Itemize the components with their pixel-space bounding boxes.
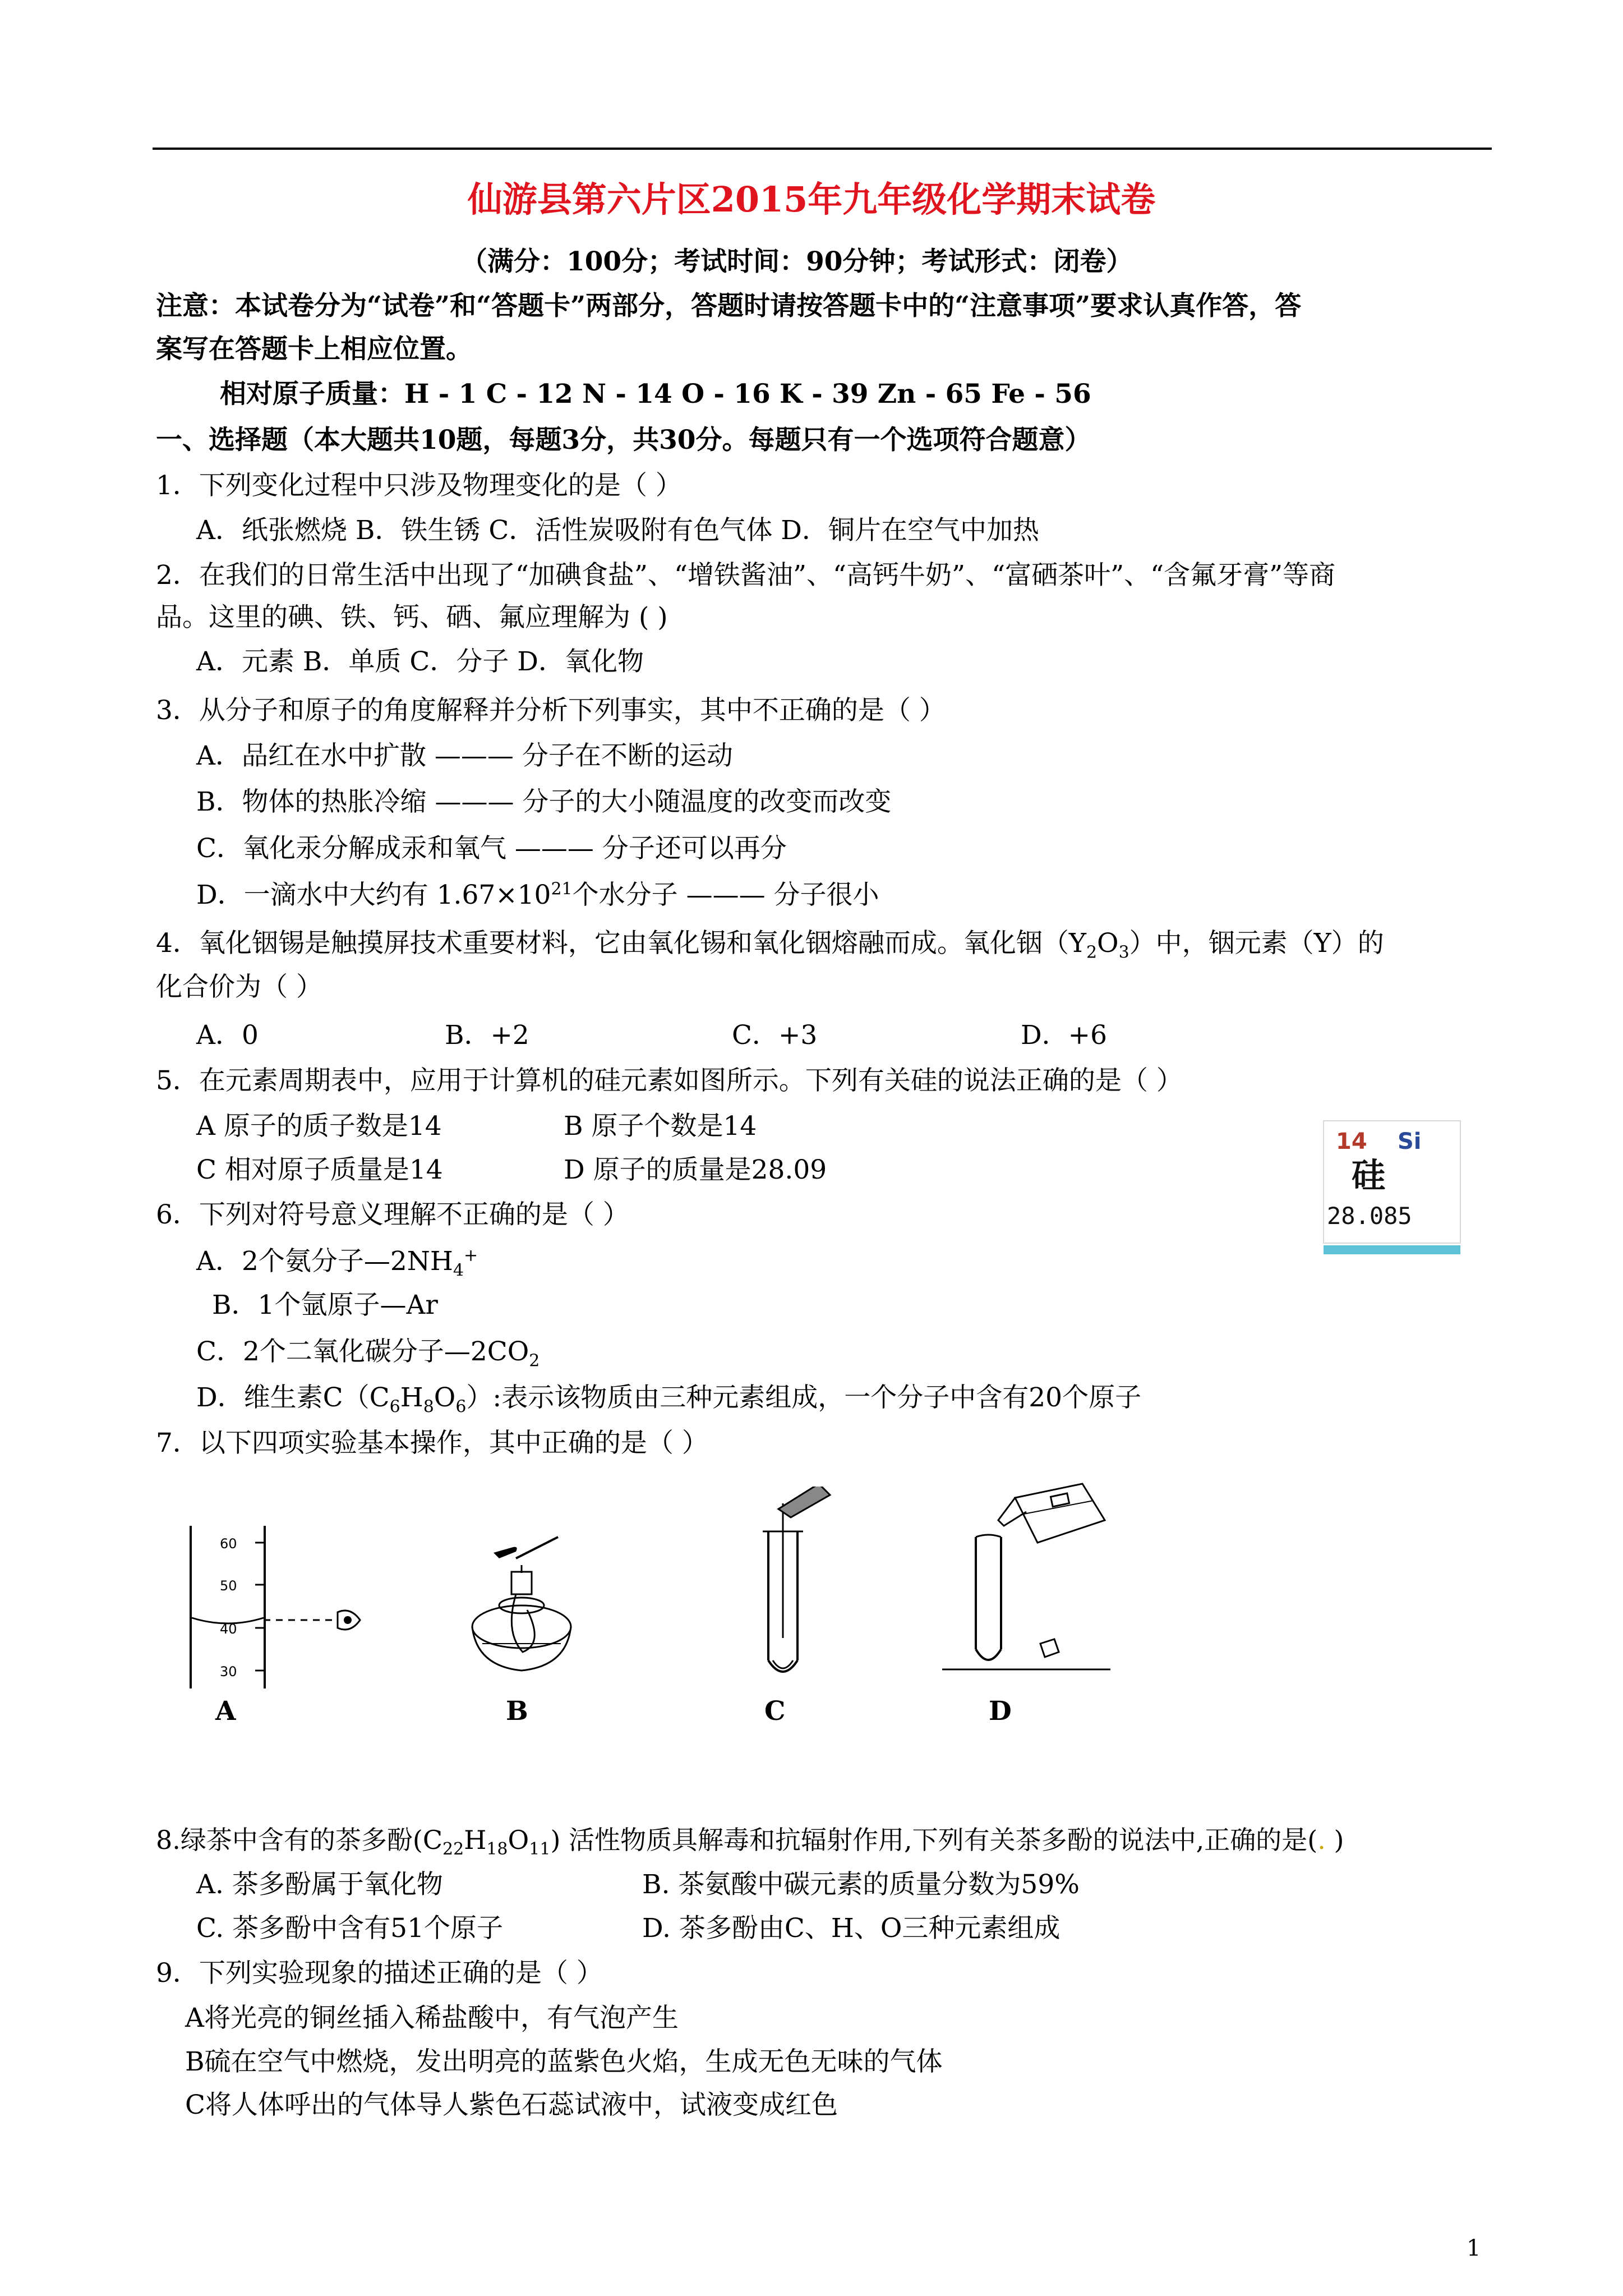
q6-option-a — [196, 1245, 478, 1281]
q8-option-c: C. 茶多酚中含有51个原子 — [196, 1913, 503, 1944]
q3-option-b: B．物体的热胀冷缩 ——— 分子的大小随温度的改变而改变 — [196, 786, 892, 817]
si-tile-bar — [1324, 1245, 1460, 1254]
figure-b-alcohol-lamp — [460, 1531, 617, 1694]
q8-text-d: ) 活性物质具解毒和抗辐射作用,下列有关茶多酚的说法中,正确的是( — [550, 1825, 1318, 1855]
q9-option-a: A将光亮的铜丝插入稀盐酸中，有气泡产生 — [185, 2003, 679, 2033]
q6-option-b: B．1个氩原子—Ar — [212, 1290, 438, 1320]
q6-d-sub-1: 6 — [389, 1397, 400, 1417]
q8-dot: . — [1317, 1825, 1326, 1855]
q5-stem: 5．在元素周期表中，应用于计算机的硅元素如图所示。下列有关硅的说法正确的是（ ） — [156, 1065, 1183, 1096]
q6-c-text: C．2个二氧化碳分子—2CO — [196, 1336, 529, 1367]
q2-stem-2: 品。这里的碘、铁、钙、硒、氟应理解为 ( ) — [156, 602, 668, 633]
q3-option-c: C．氧化汞分解成汞和氧气 ——— 分子还可以再分 — [196, 833, 787, 864]
q6-option-d — [196, 1381, 1141, 1415]
q8-sub-1: 22 — [442, 1839, 464, 1860]
section1-heading: 一、选择题（本大题共10题，每题3分，共30分。每题只有一个选项符合题意） — [156, 425, 1091, 455]
q1-options: A．纸张燃烧 B．铁生锈 C．活性炭吸附有色气体 D．铜片在空气中加热 — [196, 515, 1039, 546]
q6-option-c — [196, 1335, 540, 1369]
q8-text-c: O — [508, 1825, 529, 1855]
exam-subtitle: （满分：100分；考试时间：90分钟；考试形式：闭卷） — [461, 246, 1133, 277]
q6-d-text-a: D．维生素C（C — [196, 1382, 390, 1413]
q9-option-c: C将人体呼出的气体导人紫色石蕊试液中，试液变成红色 — [185, 2090, 838, 2120]
q7-stem: 7．以下四项实验基本操作，其中正确的是（ ） — [156, 1428, 708, 1458]
q5-option-a: A 原子的质子数是14 — [196, 1111, 442, 1142]
figure-label-c: C — [764, 1696, 786, 1727]
q6-c-sub: 2 — [529, 1351, 540, 1371]
q4-text-c: ）中，铟元素（Y）的 — [1129, 928, 1384, 959]
q2-stem-1: 2．在我们的日常生活中出现了“加碘食盐”、“增铁酱油”、“高钙牛奶”、“富硒茶叶”、“含氟牙膏”等商 — [156, 560, 1336, 591]
q3-option-a: A．品红在水中扩散 ——— 分子在不断的运动 — [196, 740, 733, 771]
q3-d-suffix: 个水分子 ——— 分子很小 — [572, 880, 879, 910]
q4-option-c: C．+3 — [732, 1020, 818, 1051]
figure-d-pouring-liquid — [942, 1481, 1122, 1688]
si-atomic-number: 14 — [1336, 1129, 1367, 1154]
header-rule — [153, 148, 1492, 150]
si-atomic-mass: 28.085 — [1327, 1202, 1412, 1230]
q6-d-text-b: H — [400, 1382, 423, 1413]
figure-c-test-tube-dropper — [746, 1487, 847, 1688]
q3-option-d — [196, 878, 879, 912]
q8-text-b: H — [464, 1825, 487, 1855]
q6-a-sub: 4 — [453, 1260, 464, 1281]
tick-30: 30 — [220, 1664, 237, 1680]
figure-label-d: D — [989, 1696, 1012, 1727]
q1-stem: 1．下列变化过程中只涉及物理变化的是（ ） — [156, 470, 682, 501]
q3-stem: 3．从分子和原子的角度解释并分析下列事实，其中不正确的是（ ） — [156, 695, 946, 726]
tick-60: 60 — [220, 1536, 237, 1552]
q4-option-b: B．+2 — [445, 1020, 529, 1051]
q4-sub-1: 2 — [1086, 942, 1098, 963]
si-chinese-name: 硅 — [1352, 1156, 1385, 1195]
q6-d-sub-3: 6 — [455, 1397, 467, 1417]
q4-option-a: A．0 — [196, 1020, 259, 1051]
q4-option-d: D．+6 — [1021, 1020, 1107, 1051]
q4-stem-1 — [156, 927, 1384, 963]
q4-text-b: O — [1097, 928, 1119, 959]
q6-d-text-d: ）:表示该物质由三种元素组成，一个分子中含有20个原子 — [466, 1382, 1142, 1413]
q8-option-a: A. 茶多酚属于氧化物 — [196, 1869, 443, 1900]
exam-title: 仙游县第六片区2015年九年级化学期末试卷 — [467, 179, 1156, 220]
q6-a-text: A．2个氨分子—2NH — [196, 1246, 453, 1277]
q6-stem: 6．下列对符号意义理解不正确的是（ ） — [156, 1199, 629, 1230]
q8-sub-2: 18 — [486, 1839, 508, 1860]
q3-d-exponent: 21 — [551, 879, 573, 899]
q8-sub-3: 11 — [529, 1839, 551, 1860]
q4-stem-2: 化合价为（ ） — [156, 972, 322, 1002]
tick-40: 40 — [220, 1621, 237, 1637]
si-symbol: Si — [1398, 1129, 1422, 1154]
figure-a-cylinder-reading — [179, 1509, 381, 1711]
q3-d-prefix: D．一滴水中大约有 1.67×10 — [196, 880, 551, 910]
q8-stem — [156, 1823, 1344, 1860]
page-number: 1 — [1467, 2235, 1481, 2261]
q5-option-b: B 原子个数是14 — [564, 1111, 757, 1142]
notice-line-1: 注意：本试卷分为“试卷”和“答题卡”两部分，答题时请按答题卡中的“注意事项”要求认真作答，答 — [156, 291, 1302, 321]
q8-text-e: ) — [1325, 1825, 1344, 1855]
notice-line-2: 案写在答题卡上相应位置。 — [156, 334, 472, 365]
figure-label-a: A — [215, 1696, 236, 1727]
q8-option-d: D. 茶多酚由C、H、O三种元素组成 — [642, 1913, 1061, 1944]
q5-option-d: D 原子的质量是28.09 — [564, 1154, 827, 1185]
q8-text-a: 8.绿茶中含有的茶多酚(C — [156, 1825, 443, 1855]
q4-text-a: 4．氧化铟锡是触摸屏技术重要材料，它由氧化锡和氧化铟熔融而成。氧化铟（Y — [156, 928, 1086, 959]
q6-d-text-c: O — [434, 1382, 456, 1413]
q9-stem: 9．下列实验现象的描述正确的是（ ） — [156, 1958, 603, 1989]
atomic-masses: 相对原子质量：H - 1 C - 12 N - 14 O - 16 K - 39 Zn - 65 Fe - 56 — [220, 379, 1091, 409]
tick-50: 50 — [220, 1578, 237, 1594]
q8-option-b: B. 茶氨酸中碳元素的质量分数为59% — [642, 1869, 1080, 1900]
q6-a-sup: + — [463, 1245, 478, 1266]
q6-d-sub-2: 8 — [423, 1397, 434, 1417]
q2-options: A．元素 B．单质 C．分子 D．氧化物 — [196, 646, 644, 677]
q4-sub-2: 3 — [1118, 942, 1129, 963]
figure-label-b: B — [506, 1696, 528, 1727]
silicon-element-tile — [1322, 1120, 1461, 1260]
q9-option-b: B硫在空气中燃烧，发出明亮的蓝紫色火焰，生成无色无味的气体 — [185, 2046, 943, 2077]
q5-option-c: C 相对原子质量是14 — [196, 1154, 443, 1185]
